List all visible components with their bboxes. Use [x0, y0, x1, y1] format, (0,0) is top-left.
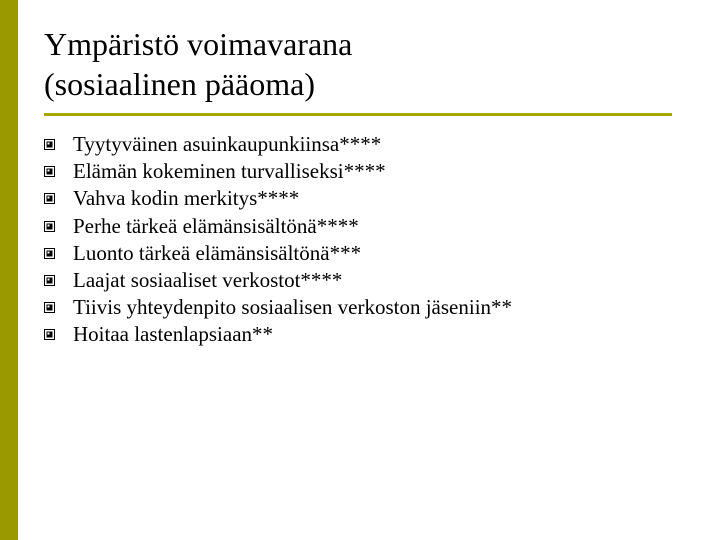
bullet-text: Perhe tärkeä elämänsisältönä**** [73, 213, 359, 238]
list-item [44, 185, 512, 212]
list-item [44, 240, 512, 267]
list-item [44, 294, 512, 321]
square-bullet-icon [44, 166, 55, 177]
list-item [44, 267, 512, 294]
bullet-text: Vahva kodin merkitys**** [73, 186, 300, 211]
bullet-text: Luonto tärkeä elämänsisältönä*** [73, 240, 362, 265]
bullet-text: Laajat sosiaaliset verkostot**** [73, 268, 343, 293]
bullet-text: Elämän kokeminen turvalliseksi**** [73, 159, 386, 184]
title-divider [44, 113, 672, 116]
list-item [44, 213, 512, 240]
list-item [44, 321, 512, 348]
list-item [44, 158, 512, 185]
square-bullet-icon [44, 248, 55, 259]
list-item [44, 131, 512, 158]
square-bullet-icon [44, 139, 55, 150]
slide-title-line-2: (sosiaalinen pääoma) [44, 66, 315, 102]
bullet-text: Hoitaa lastenlapsiaan** [73, 322, 274, 347]
bullet-list [44, 131, 512, 349]
square-bullet-icon [44, 302, 55, 313]
square-bullet-icon [44, 221, 55, 232]
slide-title [44, 24, 664, 104]
square-bullet-icon [44, 193, 55, 204]
bullet-text: Tiivis yhteydenpito sosiaalisen verkoston jäseniin** [73, 295, 513, 320]
slide-title-line-1: Ympäristö voimavarana [44, 26, 353, 62]
square-bullet-icon [44, 275, 55, 286]
square-bullet-icon [44, 329, 55, 340]
left-accent-bar [0, 0, 18, 540]
bullet-text: Tyytyväinen asuinkaupunkiinsa**** [73, 132, 382, 157]
